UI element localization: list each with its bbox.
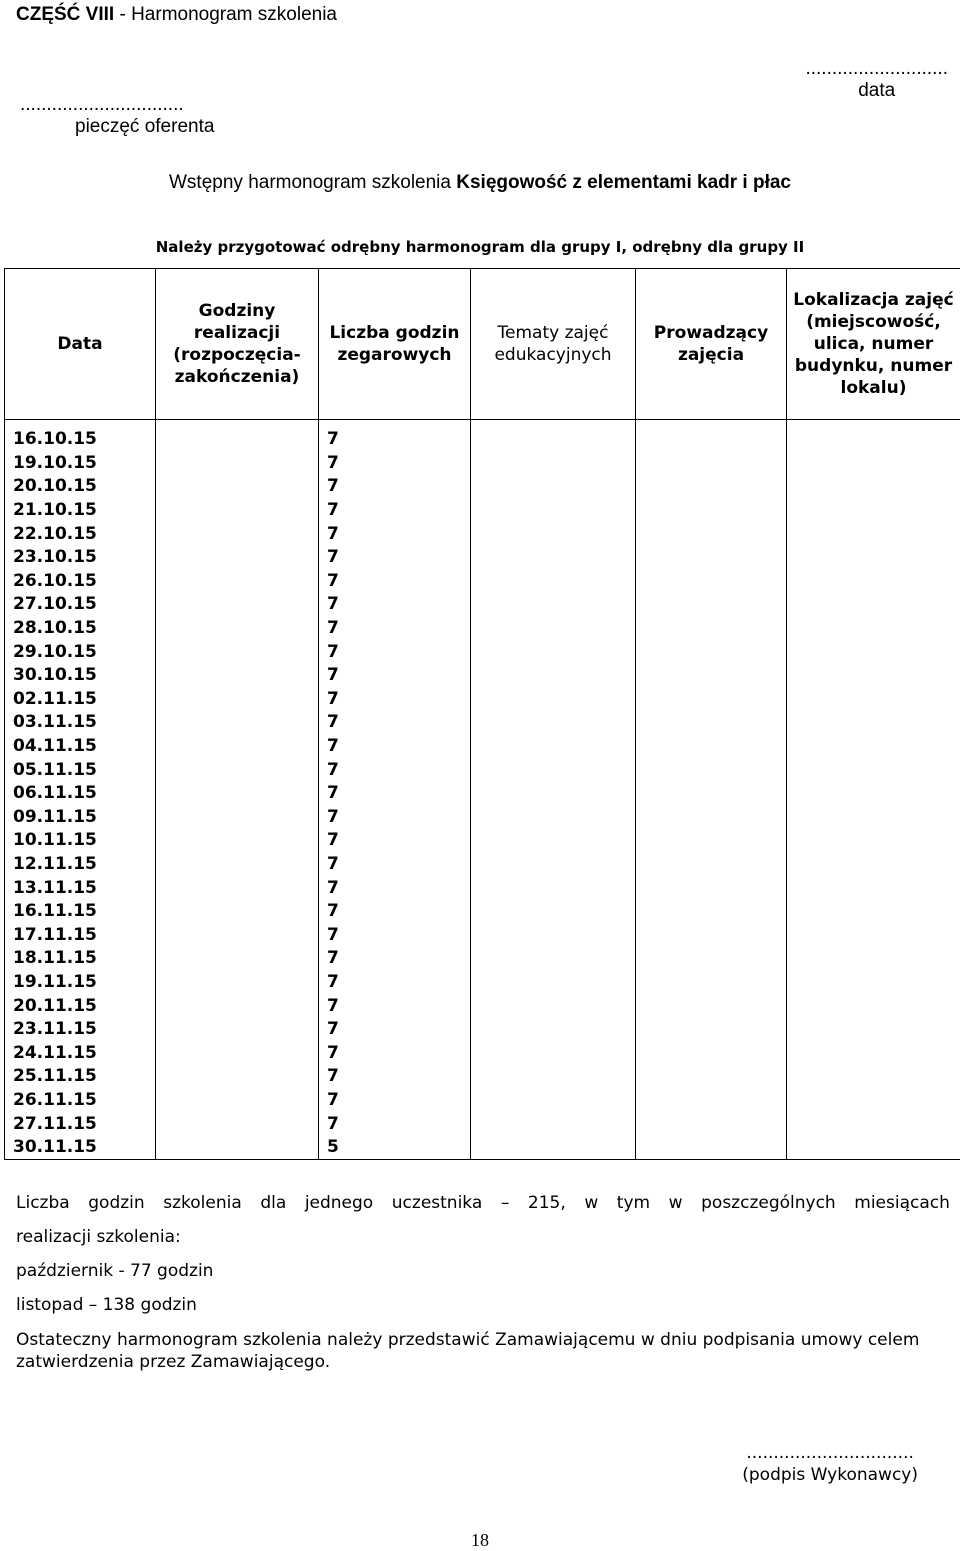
cell-instructor bbox=[636, 900, 787, 924]
section-label: CZĘŚĆ VIII bbox=[16, 4, 114, 25]
section-title bbox=[16, 4, 337, 26]
cell-location bbox=[787, 1136, 960, 1160]
table-row bbox=[5, 1041, 960, 1065]
cell-hours-count: 7 bbox=[319, 758, 471, 782]
summary-word: w bbox=[669, 1193, 683, 1213]
cell-hours-count: 7 bbox=[319, 947, 471, 971]
table-row bbox=[5, 640, 960, 664]
cell-topics bbox=[471, 971, 636, 995]
header-hours-count: Liczba godzin zegarowych bbox=[319, 269, 471, 420]
cell-location bbox=[787, 522, 960, 546]
cell-hours-count: 7 bbox=[319, 994, 471, 1018]
cell-location bbox=[787, 735, 960, 759]
page-number: 18 bbox=[0, 1530, 960, 1551]
cell-hours-count: 7 bbox=[319, 593, 471, 617]
cell-location bbox=[787, 829, 960, 853]
cell-hours-count: 7 bbox=[319, 452, 471, 476]
table-row bbox=[5, 782, 960, 806]
cell-topics bbox=[471, 782, 636, 806]
cell-topics bbox=[471, 499, 636, 523]
cell-hours-count: 7 bbox=[319, 664, 471, 688]
group-note: Należy przygotować odrębny harmonogram dla grupy I, odrębny dla grupy II bbox=[0, 238, 960, 256]
table-row bbox=[5, 806, 960, 830]
cell-topics bbox=[471, 1018, 636, 1042]
cell-hours-range bbox=[156, 994, 319, 1018]
cell-instructor bbox=[636, 452, 787, 476]
cell-location bbox=[787, 900, 960, 924]
table-row bbox=[5, 475, 960, 499]
cell-hours-count: 7 bbox=[319, 876, 471, 900]
summary-word: – bbox=[501, 1193, 510, 1213]
cell-hours-count: 7 bbox=[319, 971, 471, 995]
table-row bbox=[5, 570, 960, 594]
signature-block bbox=[742, 1442, 918, 1486]
summary-word: poszczególnych bbox=[701, 1193, 836, 1213]
date-dots: ........................... bbox=[805, 58, 948, 80]
cell-topics bbox=[471, 420, 636, 452]
header-location: Lokalizacja zajęć (miejscowość, ulica, numer budynku, numer lokalu) bbox=[787, 269, 960, 420]
cell-hours-range bbox=[156, 1112, 319, 1136]
cell-date: 12.11.15 bbox=[5, 853, 156, 877]
cell-hours-count: 7 bbox=[319, 420, 471, 452]
cell-hours-count: 7 bbox=[319, 923, 471, 947]
cell-date: 09.11.15 bbox=[5, 806, 156, 830]
summary-word: 215, bbox=[528, 1193, 566, 1213]
cell-hours-count: 7 bbox=[319, 475, 471, 499]
cell-location bbox=[787, 570, 960, 594]
october-hours: październik - 77 godzin bbox=[16, 1261, 950, 1281]
cell-hours-count: 7 bbox=[319, 1112, 471, 1136]
cell-topics bbox=[471, 664, 636, 688]
section-title-text: - Harmonogram szkolenia bbox=[114, 4, 337, 25]
summary-word: szkolenia bbox=[163, 1193, 242, 1213]
cell-hours-range bbox=[156, 876, 319, 900]
cell-hours-count: 7 bbox=[319, 829, 471, 853]
table-row bbox=[5, 664, 960, 688]
cell-instructor bbox=[636, 735, 787, 759]
cell-date: 18.11.15 bbox=[5, 947, 156, 971]
cell-topics bbox=[471, 1089, 636, 1113]
cell-date: 21.10.15 bbox=[5, 499, 156, 523]
cell-hours-count: 7 bbox=[319, 1018, 471, 1042]
cell-hours-range bbox=[156, 923, 319, 947]
cell-topics bbox=[471, 711, 636, 735]
cell-instructor bbox=[636, 782, 787, 806]
cell-instructor bbox=[636, 994, 787, 1018]
cell-instructor bbox=[636, 1065, 787, 1089]
cell-location bbox=[787, 688, 960, 712]
cell-date: 04.11.15 bbox=[5, 735, 156, 759]
cell-hours-range bbox=[156, 1089, 319, 1113]
cell-location bbox=[787, 475, 960, 499]
cell-topics bbox=[471, 735, 636, 759]
cell-hours-count: 7 bbox=[319, 688, 471, 712]
cell-date: 27.11.15 bbox=[5, 1112, 156, 1136]
cell-topics bbox=[471, 947, 636, 971]
table-row bbox=[5, 1018, 960, 1042]
cell-hours-range bbox=[156, 1065, 319, 1089]
cell-hours-range bbox=[156, 593, 319, 617]
cell-hours-count: 7 bbox=[319, 617, 471, 641]
cell-location bbox=[787, 1089, 960, 1113]
summary-word: dla bbox=[260, 1193, 286, 1213]
cell-hours-range bbox=[156, 900, 319, 924]
table-row bbox=[5, 546, 960, 570]
table-row bbox=[5, 853, 960, 877]
cell-hours-range bbox=[156, 420, 319, 452]
cell-location bbox=[787, 420, 960, 452]
cell-topics bbox=[471, 570, 636, 594]
cell-date: 30.10.15 bbox=[5, 664, 156, 688]
cell-hours-range bbox=[156, 711, 319, 735]
cell-date: 29.10.15 bbox=[5, 640, 156, 664]
cell-date: 20.10.15 bbox=[5, 475, 156, 499]
cell-location bbox=[787, 664, 960, 688]
cell-date: 19.11.15 bbox=[5, 971, 156, 995]
cell-hours-range bbox=[156, 664, 319, 688]
cell-instructor bbox=[636, 522, 787, 546]
cell-hours-count: 7 bbox=[319, 853, 471, 877]
cell-instructor bbox=[636, 876, 787, 900]
cell-hours-count: 7 bbox=[319, 1065, 471, 1089]
cell-hours-count: 7 bbox=[319, 806, 471, 830]
cell-hours-range bbox=[156, 735, 319, 759]
cell-hours-range bbox=[156, 971, 319, 995]
cell-hours-range bbox=[156, 782, 319, 806]
table-row bbox=[5, 876, 960, 900]
cell-hours-count: 7 bbox=[319, 711, 471, 735]
cell-hours-range bbox=[156, 475, 319, 499]
stamp-dots: ............................... bbox=[20, 94, 214, 116]
cell-hours-count: 7 bbox=[319, 1089, 471, 1113]
schedule-table bbox=[4, 268, 960, 1160]
cell-location bbox=[787, 452, 960, 476]
header-date: Data bbox=[5, 269, 156, 420]
cell-hours-range bbox=[156, 522, 319, 546]
date-block bbox=[805, 58, 948, 102]
cell-date: 24.11.15 bbox=[5, 1041, 156, 1065]
table-row bbox=[5, 758, 960, 782]
cell-instructor bbox=[636, 806, 787, 830]
cell-location bbox=[787, 758, 960, 782]
summary-word: w bbox=[584, 1193, 598, 1213]
cell-instructor bbox=[636, 593, 787, 617]
cell-hours-range bbox=[156, 499, 319, 523]
cell-instructor bbox=[636, 475, 787, 499]
cell-instructor bbox=[636, 758, 787, 782]
cell-topics bbox=[471, 522, 636, 546]
cell-location bbox=[787, 1041, 960, 1065]
summary-line-1 bbox=[16, 1193, 950, 1213]
summary-word: tym bbox=[617, 1193, 650, 1213]
signature-dots: ............................... bbox=[742, 1442, 918, 1464]
cell-date: 23.10.15 bbox=[5, 546, 156, 570]
cell-hours-count: 5 bbox=[319, 1136, 471, 1160]
cell-date: 26.10.15 bbox=[5, 570, 156, 594]
cell-location bbox=[787, 593, 960, 617]
cell-topics bbox=[471, 1112, 636, 1136]
cell-date: 27.10.15 bbox=[5, 593, 156, 617]
cell-location bbox=[787, 971, 960, 995]
cell-topics bbox=[471, 1041, 636, 1065]
cell-hours-range bbox=[156, 570, 319, 594]
table-row bbox=[5, 971, 960, 995]
schedule-subtitle bbox=[0, 172, 960, 194]
cell-date: 20.11.15 bbox=[5, 994, 156, 1018]
cell-date: 16.10.15 bbox=[5, 420, 156, 452]
cell-hours-count: 7 bbox=[319, 522, 471, 546]
cell-date: 02.11.15 bbox=[5, 688, 156, 712]
cell-location bbox=[787, 923, 960, 947]
cell-location bbox=[787, 1065, 960, 1089]
cell-instructor bbox=[636, 1112, 787, 1136]
cell-hours-range bbox=[156, 758, 319, 782]
final-note: Ostateczny harmonogram szkolenia należy przedstawić Zamawiającemu w dniu podpisania umowy celem zatwierdzenia przez Zamawiającego. bbox=[16, 1329, 950, 1373]
subtitle-prefix: Wstępny harmonogram szkolenia bbox=[169, 172, 456, 193]
cell-topics bbox=[471, 758, 636, 782]
cell-hours-range bbox=[156, 853, 319, 877]
summary-word: miesiącach bbox=[854, 1193, 950, 1213]
cell-hours-range bbox=[156, 947, 319, 971]
november-hours: listopad – 138 godzin bbox=[16, 1295, 950, 1315]
cell-topics bbox=[471, 876, 636, 900]
cell-date: 17.11.15 bbox=[5, 923, 156, 947]
cell-instructor bbox=[636, 1089, 787, 1113]
cell-location bbox=[787, 1018, 960, 1042]
cell-instructor bbox=[636, 420, 787, 452]
cell-instructor bbox=[636, 947, 787, 971]
cell-topics bbox=[471, 452, 636, 476]
stamp-label: pieczęć oferenta bbox=[20, 116, 214, 138]
cell-date: 13.11.15 bbox=[5, 876, 156, 900]
schedule-body bbox=[5, 420, 960, 1160]
cell-topics bbox=[471, 617, 636, 641]
table-row bbox=[5, 688, 960, 712]
cell-location bbox=[787, 711, 960, 735]
cell-hours-count: 7 bbox=[319, 570, 471, 594]
cell-date: 16.11.15 bbox=[5, 900, 156, 924]
table-row bbox=[5, 420, 960, 452]
table-row bbox=[5, 1112, 960, 1136]
cell-location bbox=[787, 546, 960, 570]
cell-hours-count: 7 bbox=[319, 735, 471, 759]
cell-instructor bbox=[636, 617, 787, 641]
cell-topics bbox=[471, 853, 636, 877]
table-row bbox=[5, 617, 960, 641]
summary-word: godzin bbox=[88, 1193, 144, 1213]
summary-word: Liczba bbox=[16, 1193, 70, 1213]
cell-instructor bbox=[636, 971, 787, 995]
table-header-row bbox=[5, 269, 960, 420]
cell-hours-range bbox=[156, 1041, 319, 1065]
signature-label: (podpis Wykonawcy) bbox=[742, 1464, 918, 1486]
stamp-block bbox=[20, 94, 214, 138]
cell-hours-range bbox=[156, 829, 319, 853]
cell-hours-range bbox=[156, 1018, 319, 1042]
cell-hours-range bbox=[156, 688, 319, 712]
cell-date: 10.11.15 bbox=[5, 829, 156, 853]
header-instructor: Prowadzący zajęcia bbox=[636, 269, 787, 420]
cell-location bbox=[787, 994, 960, 1018]
table-row bbox=[5, 593, 960, 617]
cell-topics bbox=[471, 900, 636, 924]
table-row bbox=[5, 829, 960, 853]
cell-hours-range bbox=[156, 617, 319, 641]
cell-hours-count: 7 bbox=[319, 546, 471, 570]
cell-hours-count: 7 bbox=[319, 900, 471, 924]
header-hours-range: Godziny realizacji (rozpoczęcia-zakończenia) bbox=[156, 269, 319, 420]
cell-instructor bbox=[636, 1018, 787, 1042]
cell-instructor bbox=[636, 923, 787, 947]
cell-location bbox=[787, 853, 960, 877]
summary-line-2: realizacji szkolenia: bbox=[16, 1227, 950, 1247]
cell-date: 05.11.15 bbox=[5, 758, 156, 782]
table-row bbox=[5, 947, 960, 971]
table-row bbox=[5, 994, 960, 1018]
cell-date: 03.11.15 bbox=[5, 711, 156, 735]
table-row bbox=[5, 452, 960, 476]
cell-topics bbox=[471, 994, 636, 1018]
table-row bbox=[5, 522, 960, 546]
cell-instructor bbox=[636, 688, 787, 712]
cell-instructor bbox=[636, 829, 787, 853]
cell-instructor bbox=[636, 640, 787, 664]
cell-date: 30.11.15 bbox=[5, 1136, 156, 1160]
cell-location bbox=[787, 782, 960, 806]
cell-date: 23.11.15 bbox=[5, 1018, 156, 1042]
date-label: data bbox=[805, 80, 948, 102]
cell-hours-range bbox=[156, 546, 319, 570]
cell-date: 06.11.15 bbox=[5, 782, 156, 806]
table-row bbox=[5, 711, 960, 735]
table-row bbox=[5, 1065, 960, 1089]
table-row bbox=[5, 923, 960, 947]
table-row bbox=[5, 1089, 960, 1113]
cell-date: 28.10.15 bbox=[5, 617, 156, 641]
cell-topics bbox=[471, 923, 636, 947]
cell-topics bbox=[471, 640, 636, 664]
cell-hours-count: 7 bbox=[319, 640, 471, 664]
cell-location bbox=[787, 1112, 960, 1136]
cell-hours-range bbox=[156, 806, 319, 830]
cell-hours-range bbox=[156, 452, 319, 476]
summary-word: jednego bbox=[305, 1193, 373, 1213]
table-row bbox=[5, 1136, 960, 1160]
cell-instructor bbox=[636, 664, 787, 688]
cell-hours-range bbox=[156, 1136, 319, 1160]
header-topics: Tematy zajęć edukacyjnych bbox=[471, 269, 636, 420]
cell-topics bbox=[471, 1065, 636, 1089]
cell-topics bbox=[471, 829, 636, 853]
cell-date: 19.10.15 bbox=[5, 452, 156, 476]
cell-hours-count: 7 bbox=[319, 782, 471, 806]
cell-location bbox=[787, 499, 960, 523]
cell-instructor bbox=[636, 499, 787, 523]
cell-hours-count: 7 bbox=[319, 499, 471, 523]
cell-location bbox=[787, 947, 960, 971]
cell-instructor bbox=[636, 711, 787, 735]
cell-location bbox=[787, 640, 960, 664]
cell-location bbox=[787, 806, 960, 830]
cell-hours-count: 7 bbox=[319, 1041, 471, 1065]
cell-instructor bbox=[636, 1136, 787, 1160]
summary-word: uczestnika bbox=[392, 1193, 483, 1213]
cell-date: 26.11.15 bbox=[5, 1089, 156, 1113]
cell-date: 22.10.15 bbox=[5, 522, 156, 546]
table-row bbox=[5, 499, 960, 523]
course-name: Księgowość z elementami kadr i płac bbox=[456, 172, 791, 193]
cell-hours-range bbox=[156, 640, 319, 664]
table-row bbox=[5, 735, 960, 759]
cell-instructor bbox=[636, 1041, 787, 1065]
cell-date: 25.11.15 bbox=[5, 1065, 156, 1089]
cell-topics bbox=[471, 593, 636, 617]
cell-instructor bbox=[636, 546, 787, 570]
cell-location bbox=[787, 617, 960, 641]
table-row bbox=[5, 900, 960, 924]
cell-topics bbox=[471, 475, 636, 499]
cell-topics bbox=[471, 1136, 636, 1160]
cell-location bbox=[787, 876, 960, 900]
cell-topics bbox=[471, 546, 636, 570]
cell-instructor bbox=[636, 853, 787, 877]
cell-topics bbox=[471, 806, 636, 830]
cell-topics bbox=[471, 688, 636, 712]
cell-instructor bbox=[636, 570, 787, 594]
